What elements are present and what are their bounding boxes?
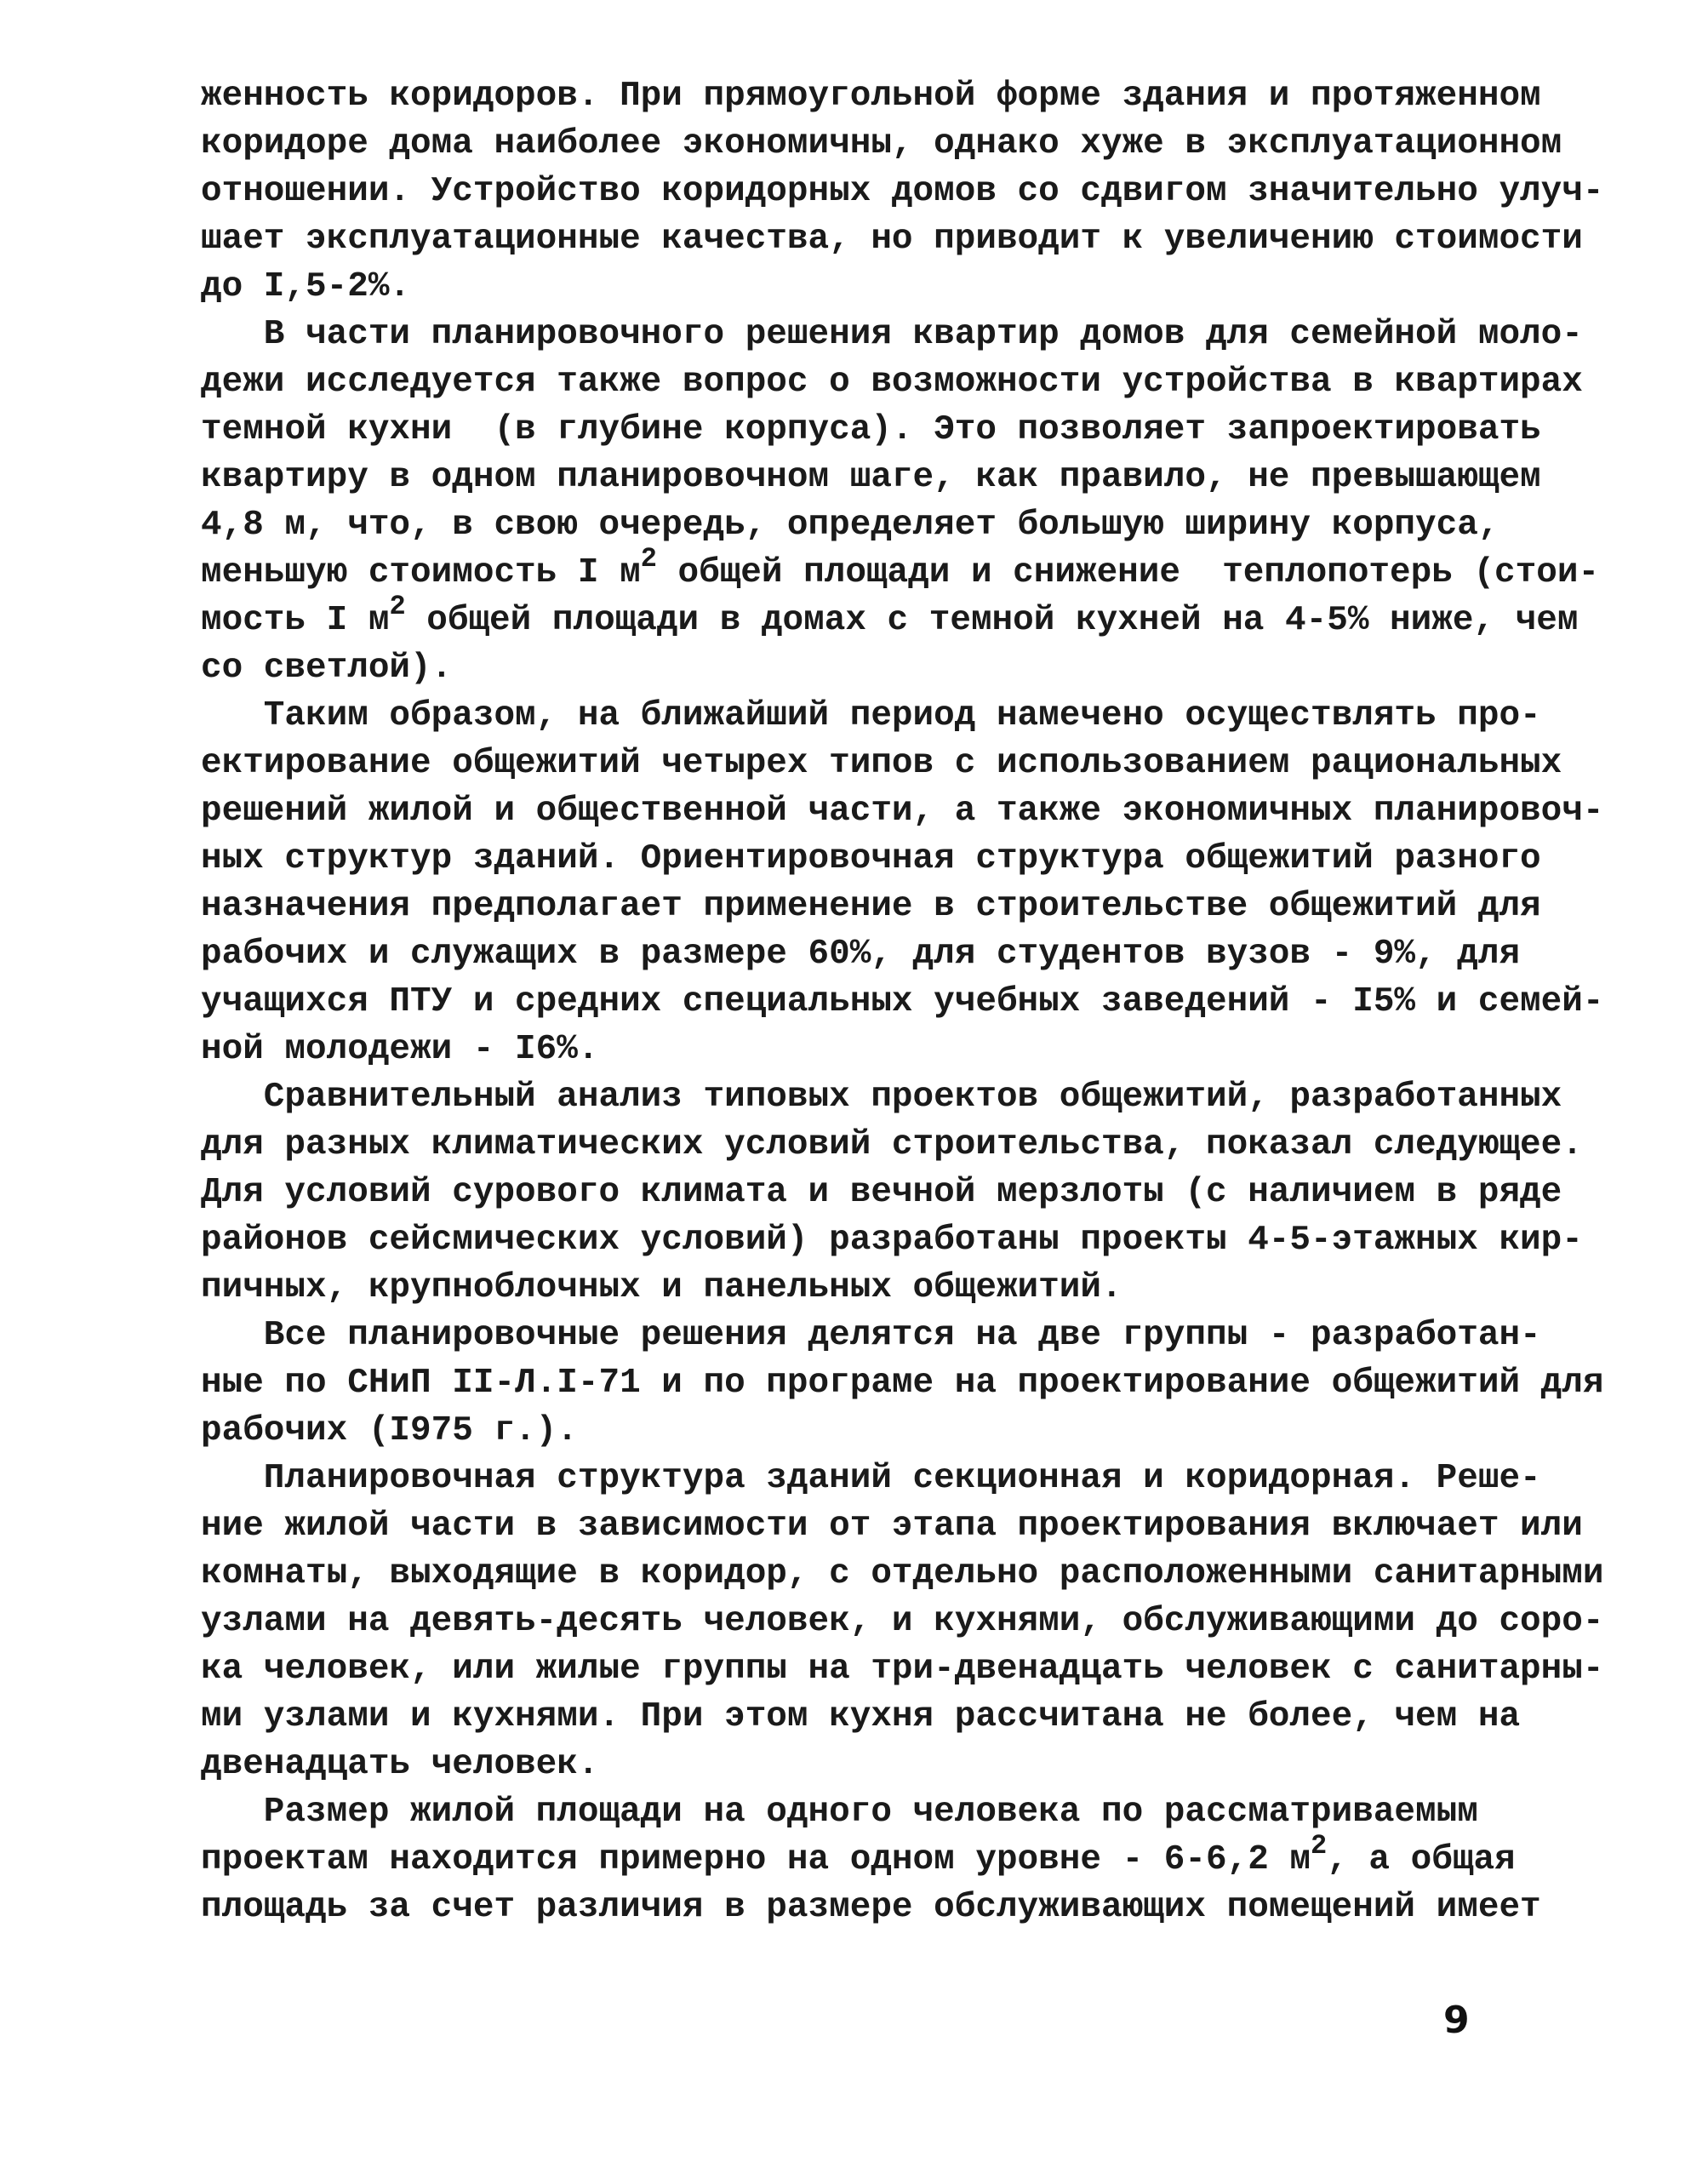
text-line: рабочих и служащих в размере 60%, для студентов вузов - 9%, для (201, 935, 1521, 974)
text-line-with-superscript (201, 543, 1600, 597)
superscript: 2 (1311, 1830, 1328, 1862)
superscript: 2 (640, 543, 657, 575)
body-text (201, 72, 1604, 1931)
text-line: В части планировочного решения квартир домов для семейной моло- (201, 315, 1583, 354)
text-line: со светлой). (201, 649, 453, 688)
text-line: коридоре дома наиболее экономичны, однако хуже в эксплуатационном (201, 124, 1562, 163)
text-line: дежи исследуется также вопрос о возможности устройства в квартирах (201, 363, 1583, 402)
text-line: темной кухни (в глубине корпуса). Это позволяет запроектировать (201, 410, 1541, 449)
line-text-before: меньшую стоимость I м (201, 553, 641, 592)
text-line: Сравнительный анализ типовых проектов общежитий, разработанных (201, 1078, 1562, 1117)
superscript: 2 (389, 591, 406, 622)
line-text-after: общей площади в домах с темной кухней на 4-5% ниже, чем (405, 601, 1579, 640)
text-line: площадь за счет различия в размере обслуживающих помещений имеет (201, 1888, 1541, 1927)
text-line: для разных климатических условий строительства, показал следующее. (201, 1125, 1583, 1164)
text-line: рабочих (I975 г.). (201, 1411, 578, 1450)
text-line: ных структур зданий. Ориентировочная структура общежитий разного (201, 839, 1541, 878)
text-line: двенадцать человек. (201, 1745, 599, 1784)
text-line: ектирование общежитий четырех типов с использованием рациональных (201, 744, 1562, 783)
text-line: 4,8 м, что, в свою очередь, определяет большую ширину корпуса, (201, 506, 1499, 545)
text-line: Планировочная структура зданий секционная и коридорная. Реше- (201, 1459, 1541, 1498)
text-line: ной молодежи - I6%. (201, 1030, 599, 1069)
text-line: ми узлами и кухнями. При этом кухня рассчитана не более, чем на (201, 1697, 1521, 1736)
text-line: комнаты, выходящие в коридор, с отдельно расположенными санитарными (201, 1554, 1604, 1593)
text-line: узлами на девять-десять человек, и кухнями, обслуживающими до соро- (201, 1602, 1604, 1641)
text-line: Размер жилой площади на одного человека по рассматриваемым (201, 1793, 1478, 1832)
text-line: ка человек, или жилые группы на три-двенадцать человек с санитарны- (201, 1650, 1604, 1689)
line-text-before: мость I м (201, 601, 390, 640)
text-line: пичных, крупноблочных и панельных общежитий. (201, 1268, 1122, 1307)
text-line: Для условий сурового климата и вечной мерзлоты (с наличием в ряде (201, 1173, 1562, 1212)
text-line-with-superscript (201, 1830, 1516, 1884)
text-line: шает эксплуатационные качества, но приводит к увеличению стоимости (201, 220, 1583, 259)
text-line: учащихся ПТУ и средних специальных учебных заведений - I5% и семей- (201, 982, 1604, 1021)
line-text-after: , а общая (1327, 1840, 1516, 1879)
line-text-after: общей площади и снижение теплопотерь (стои- (656, 553, 1600, 592)
text-line: решений жилой и общественной части, а также экономичных планировоч- (201, 792, 1604, 831)
page-number: 9 (1443, 1999, 1470, 2042)
text-line: до I,5-2%. (201, 267, 411, 306)
text-line: Таким образом, на ближайший период намечено осуществлять про- (201, 696, 1541, 735)
text-line: ные по СНиП II-Л.I-71 и по програме на проектирование общежитий для (201, 1364, 1604, 1403)
text-line-with-superscript (201, 591, 1579, 644)
line-text-before: проектам находится примерно на одном уровне - 6-6,2 м (201, 1840, 1311, 1879)
text-line: назначения предполагает применение в строительстве общежитий для (201, 887, 1541, 926)
text-line: Все планировочные решения делятся на две группы - разработан- (201, 1316, 1541, 1355)
text-line: отношении. Устройство коридорных домов со сдвигом значительно улуч- (201, 172, 1604, 211)
text-line: районов сейсмических условий) разработаны проекты 4-5-этажных кир- (201, 1221, 1583, 1260)
text-line: ние жилой части в зависимости от этапа проектирования включает или (201, 1507, 1583, 1546)
text-line: женность коридоров. При прямоугольной форме здания и протяженном (201, 77, 1541, 116)
text-line: квартиру в одном планировочном шаге, как правило, не превышающем (201, 458, 1541, 497)
